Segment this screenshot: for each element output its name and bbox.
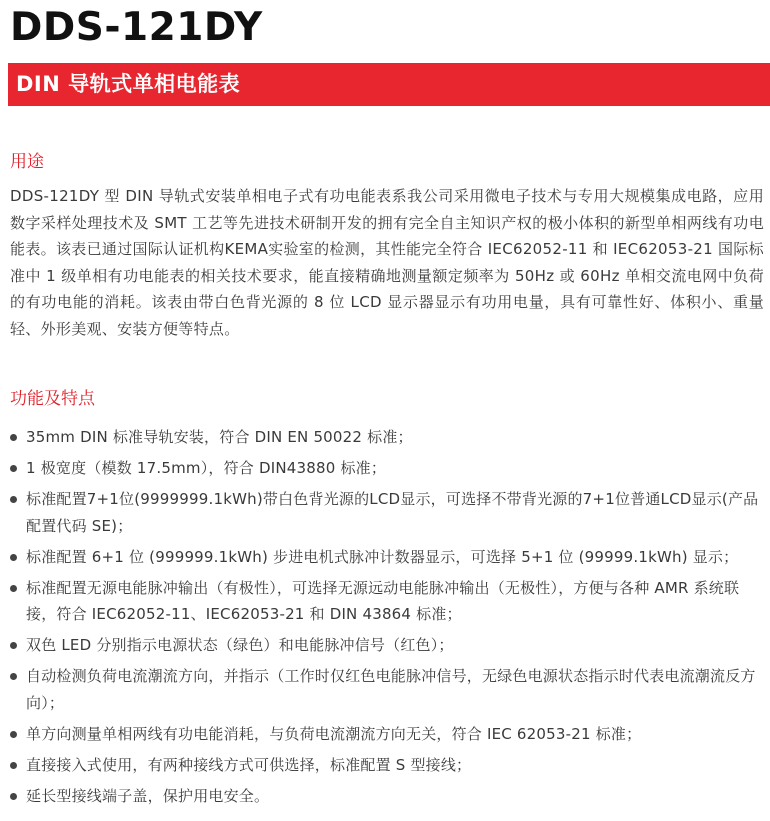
feature-text: 单方向测量单相两线有功电能消耗，与负荷电流潮流方向无关，符合 IEC 62053-21 标准； [26,724,642,743]
list-item [10,663,765,716]
feature-text: 1 极宽度（模数 17.5mm），符合 DIN43880 标准； [26,458,387,477]
product-model-title: DDS-121DY [10,5,263,50]
usage-heading: 用途 [10,152,44,172]
product-banner: DIN 导轨式单相电能表 [8,63,770,106]
feature-text: 延长型接线端子盖，保护用电安全。 [26,786,270,805]
feature-list [10,424,765,814]
list-item [10,455,765,482]
bullet-icon [10,642,17,649]
list-item [10,575,765,628]
feature-text: 标准配置无源电能脉冲输出（有极性），可选择无源远动电能脉冲输出（无极性），方便与各种 AMR 系统联接，符合 IEC62052-11、IEC62053-21 和 DIN 43864 标准； [26,578,740,624]
features-heading: 功能及特点 [10,389,95,409]
bullet-icon [10,793,17,800]
bullet-icon [10,465,17,472]
list-item [10,544,765,571]
feature-text: 自动检测负荷电流潮流方向，并指示（工作时仅红色电能脉冲信号，无绿色电源状态指示时代表电流潮流反方向）； [26,667,756,712]
bullet-icon [10,731,17,738]
bullet-icon [10,434,17,441]
usage-description: DDS-121DY 型 DIN 导轨式安装单相电子式有功电能表系我公司采用微电子技术与专用大规模集成电路，应用数字采样处理技术及 SMT 工艺等先进技术研制开发的拥有完全自主知识产权的极小体积的新型单相两线有功电能表。该表已通过国际认证机构KEMA实验室的检测，其性能完全符合 IEC62052-11 和 IEC62053-21 国际标准中 1 级单相有功电能表的相关技术要求，能直接精确地测量额定频率为 50Hz 或 60Hz 单相交流电网中负荷的有功电能的消耗。该表由带白色背光源的 8 位 LCD 显示器显示有功用电量，具有可靠性好、体积小、重量轻、外形美观、安装方便等特点。 [10,187,764,338]
list-item [10,783,765,810]
list-item [10,632,765,659]
list-item [10,752,765,779]
bullet-icon [10,496,17,503]
bullet-icon [10,554,17,561]
feature-text: 35mm DIN 标准导轨安装，符合 DIN EN 50022 标准； [26,428,413,446]
bullet-icon [10,673,17,680]
feature-text: 标准配置 6+1 位 (999999.1kWh) 步进电机式脉冲计数器显示，可选择 5+1 位 (99999.1kWh) 显示； [26,547,739,566]
list-item [10,486,765,539]
feature-text: 直接接入式使用，有两种接线方式可供选择，标准配置 S 型接线； [26,755,472,774]
feature-text: 双色 LED 分别指示电源状态（绿色）和电能脉冲信号（红色）； [26,636,454,655]
bullet-icon [10,762,17,769]
bullet-icon [10,585,17,592]
list-item [10,424,765,451]
list-item [10,721,765,748]
feature-text: 标准配置7+1位(9999999.1kWh)带白色背光源的LCD显示，可选择不带背光源的7+1位普通LCD显示(产品配置代码 SE)； [26,489,759,535]
